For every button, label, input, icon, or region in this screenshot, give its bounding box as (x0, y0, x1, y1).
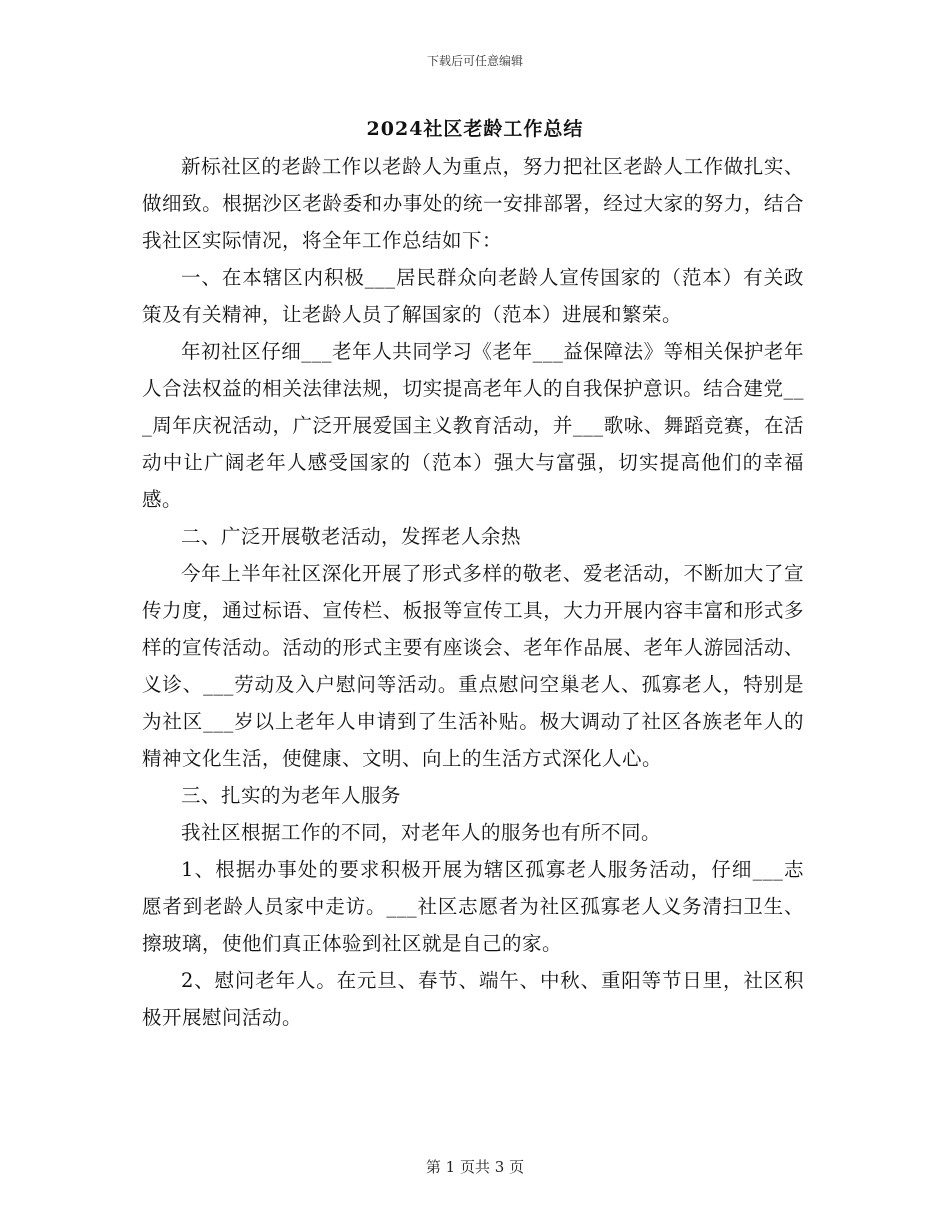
page-header: 下载后可任意编辑 (426, 54, 523, 68)
page-number: 第 1 页共 3 页 (425, 1158, 525, 1176)
heading-section-3: 三、扎实的为老年人服务 (181, 784, 402, 807)
paragraph-item-2: 2、慰问老年人。在元旦、春节、端午、中秋、重阳等节日里，社区积极开展慰问活动。 (142, 969, 804, 1029)
paragraph-item-1: 1、根据办事处的要求积极开展为辖区孤寡老人服务活动，仔细___志愿者到老龄人员家中走访。___社区志愿者为社区孤寡老人义务清扫卫生、擦玻璃，使他们真正体验到社区就是自己的家。 (142, 858, 804, 955)
paragraph-section-1: 一、在本辖区内积极___居民群众向老龄人宣传国家的（范本）有关政策及有关精神，让老龄人员了解国家的（范本）进展和繁荣。 (142, 266, 804, 326)
paragraph-services: 我社区根据工作的不同，对老年人的服务也有所不同。 (181, 821, 662, 844)
document-body (142, 148, 804, 1036)
document-title: 2024社区老龄工作总结 (366, 118, 584, 140)
paragraph-activities: 今年上半年社区深化开展了形式多样的敬老、爱老活动，不断加大了宣传力度，通过标语、宣传栏、板报等宣传工具，大力开展内容丰富和形式多样的宣传活动。活动的形式主要有座谈会、老年作品展、老年人游园活动、义诊、___劳动及入户慰问等活动。重点慰问空巢老人、孤寡老人，特别是为社区___岁以上老年人申请到了生活补贴。极大调动了社区各族老年人的精神文化生活，使健康、文明、向上的生活方式深化人心。 (142, 562, 804, 770)
paragraph-study: 年初社区仔细___老年人共同学习《老年___益保障法》等相关保护老年人合法权益的相关法律法规，切实提高老年人的自我保护意识。结合建党___周年庆祝活动，广泛开展爱国主义教育活动，并___歌咏、舞蹈竞赛，在活动中让广阔老年人感受国家的（范本）强大与富强，切实提高他们的幸福感。 (142, 340, 804, 511)
paragraph-intro: 新标社区的老龄工作以老龄人为重点，努力把社区老龄人工作做扎实、做细致。根据沙区老龄委和办事处的统一安排部署，经过大家的努力，结合我社区实际情况，将全年工作总结如下： (142, 155, 804, 252)
heading-section-2: 二、广泛开展敬老活动，发挥老人余热 (181, 525, 522, 548)
